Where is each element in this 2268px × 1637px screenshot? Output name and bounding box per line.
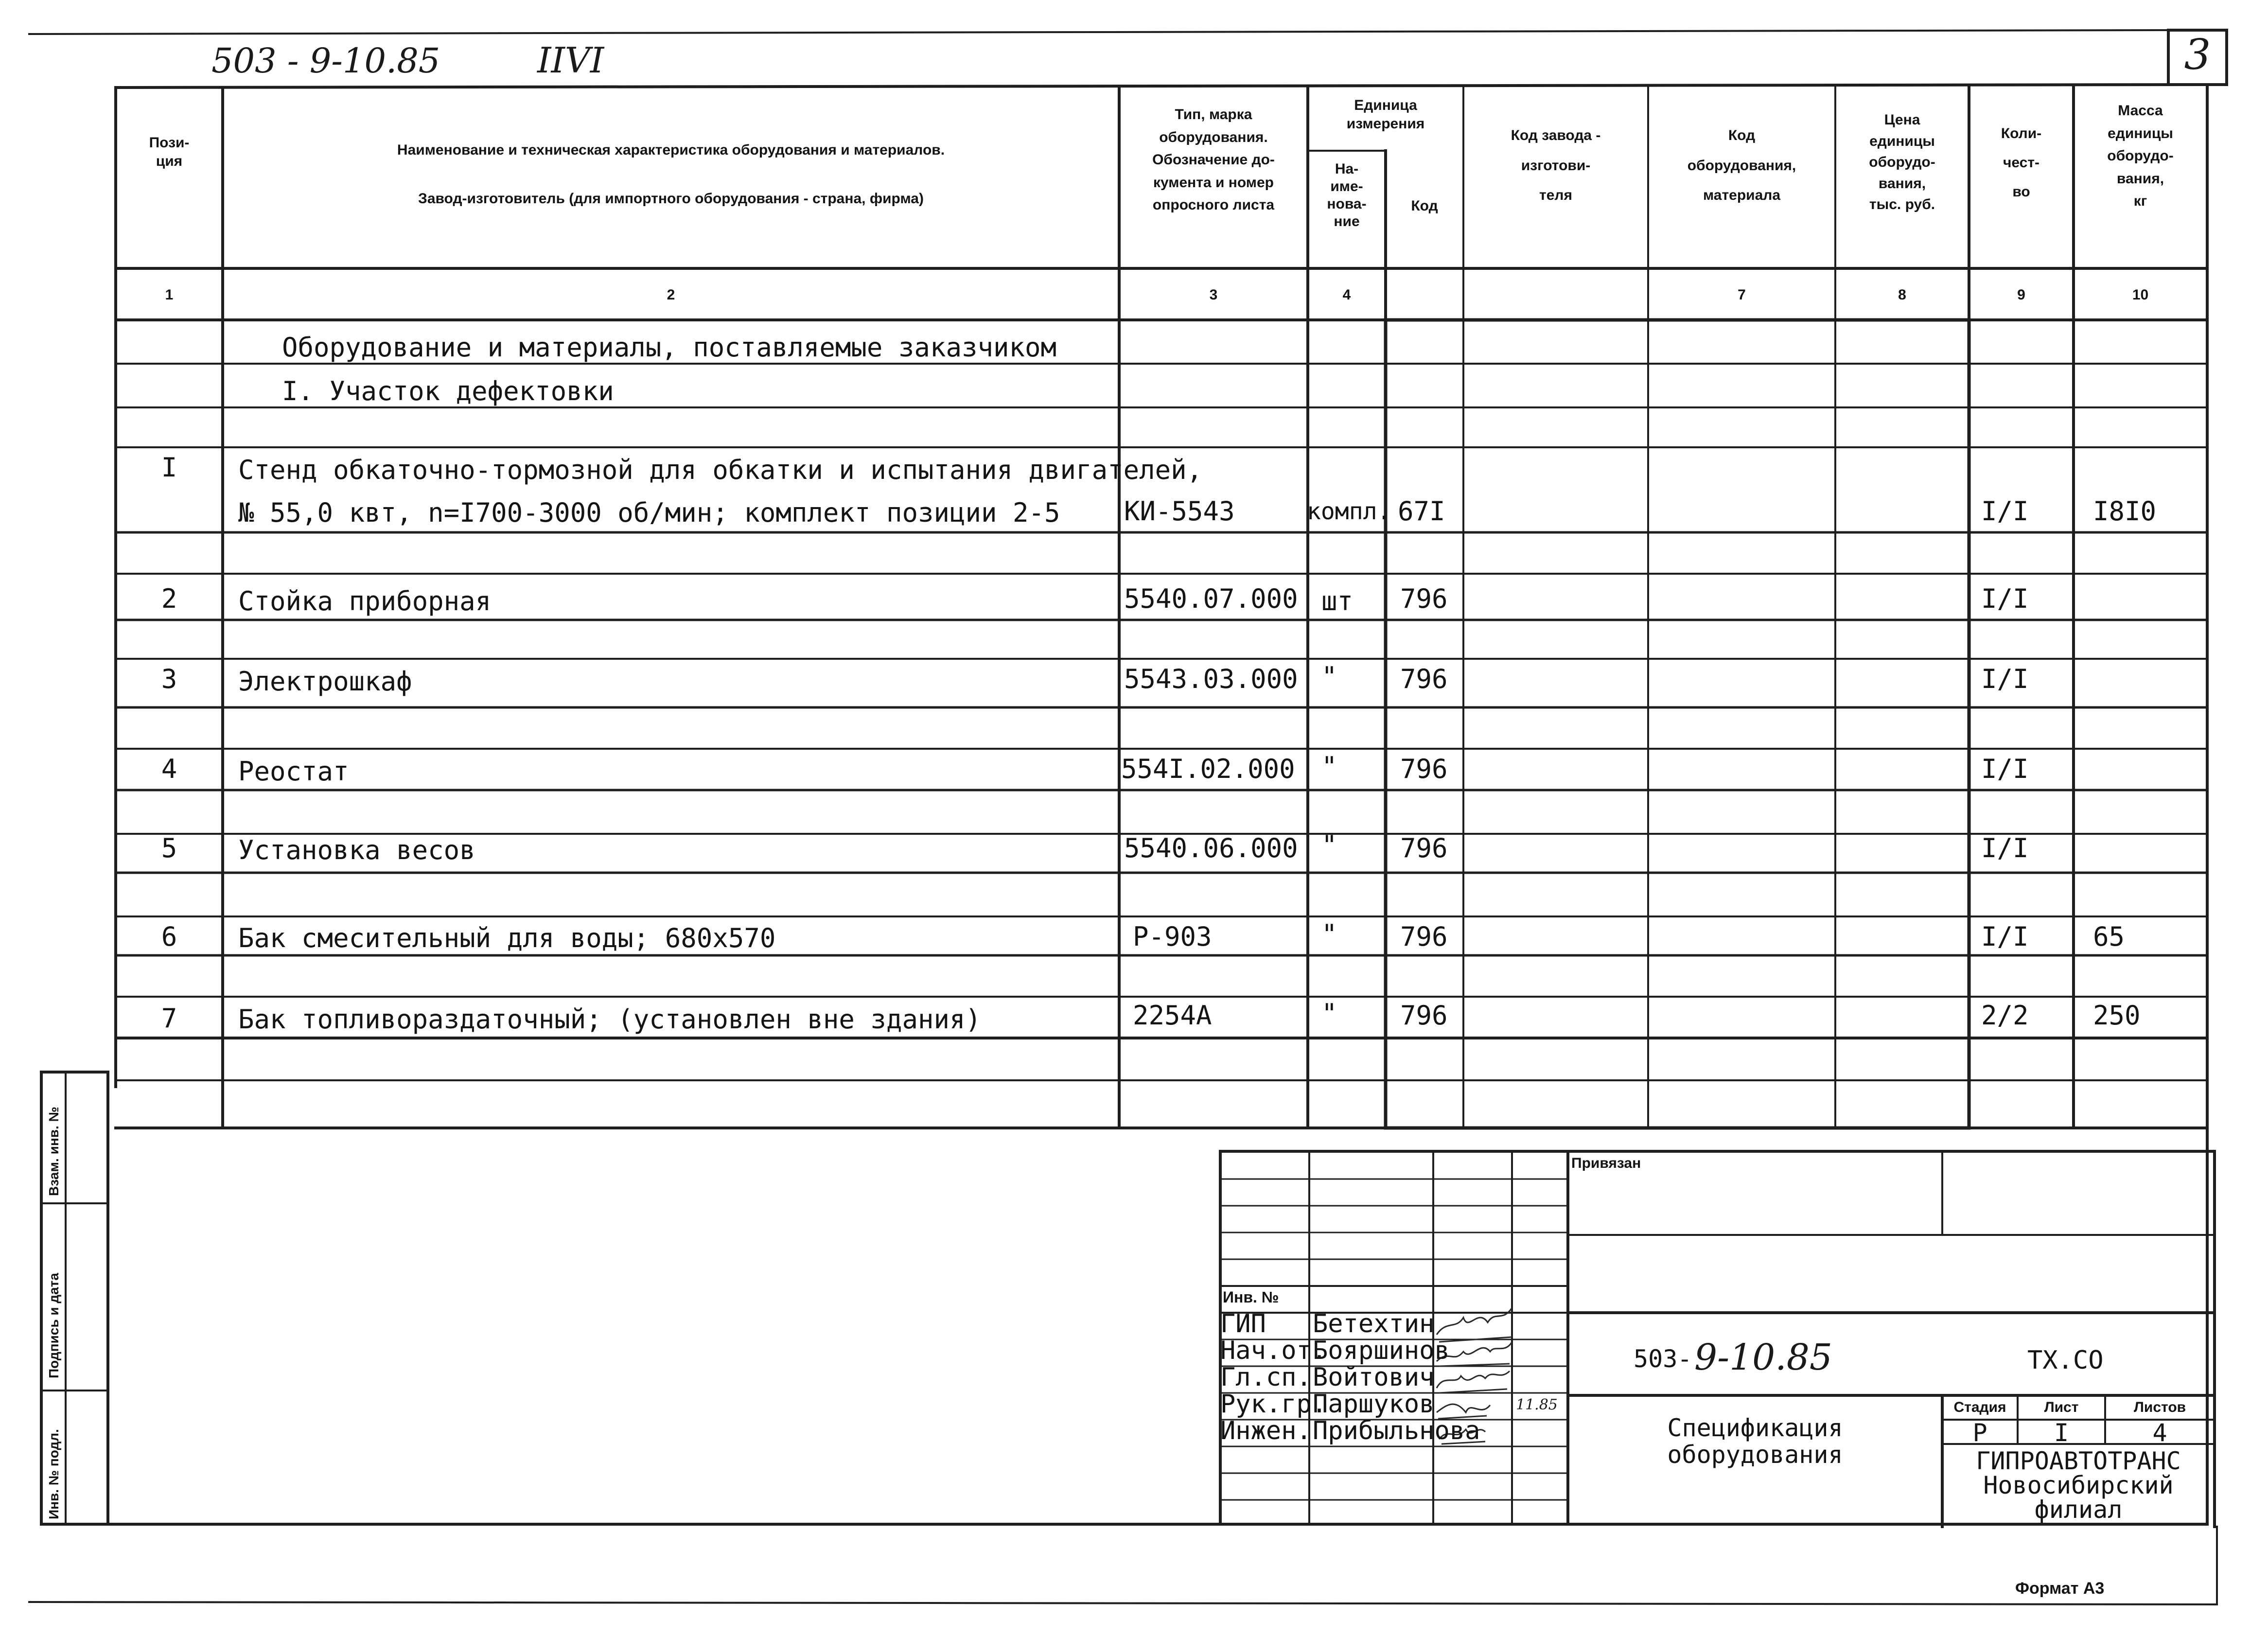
row-quantity: I/I bbox=[1981, 583, 2029, 614]
mark-handwritten: IIVI bbox=[537, 40, 604, 81]
header-unit-group: Единица измерения bbox=[1346, 97, 1425, 132]
row-code: 796 bbox=[1400, 664, 1448, 694]
sheet-number-handwritten: 3 bbox=[2184, 31, 2211, 79]
row-type: 5540.06.000 bbox=[1124, 833, 1298, 863]
left-strip-podpis-data: Подпись и дата bbox=[46, 1273, 61, 1378]
row-quantity: 2/2 bbox=[1981, 1000, 2029, 1031]
row-quantity: I/I bbox=[1981, 754, 2029, 784]
row-type: 5540.07.000 bbox=[1124, 583, 1298, 614]
header-type: Тип, марка оборудования. Обозначение до- кумента и номер опросного листа bbox=[1152, 106, 1275, 213]
row-code: 796 bbox=[1400, 583, 1448, 614]
header-name-line1: Наименование и техническая характеристика оборудования и материалов. bbox=[397, 142, 945, 158]
header-name-line2: Завод-изготовитель (для импортного оборудования - страна, фирма) bbox=[418, 191, 924, 207]
header-unit-mass: Масса единицы оборудо- вания, кг bbox=[2107, 103, 2174, 209]
role-inzhen: Инжен. bbox=[1220, 1416, 1312, 1445]
row-name: Установка весов bbox=[238, 835, 475, 865]
row-position: I bbox=[161, 452, 177, 483]
row-unit: " bbox=[1321, 751, 1337, 782]
row-name: № 55,0 квт, n=I700-3000 об/мин; комплект позиции 2-5 bbox=[238, 497, 1060, 528]
row-code: 796 bbox=[1400, 754, 1448, 784]
section-subtitle: I. Участок дефектовки bbox=[282, 376, 614, 406]
section-title: Оборудование и материалы, поставляемые заказчиком bbox=[282, 332, 1057, 363]
row-quantity: I/I bbox=[1981, 664, 2029, 694]
row-name: Бак смесительный для воды; 680x570 bbox=[238, 923, 776, 953]
row-quantity: I/I bbox=[1981, 496, 2029, 527]
row-quantity: I/I bbox=[1981, 833, 2029, 863]
format-label: Формат А3 bbox=[2015, 1579, 2105, 1598]
name-nach-ot: Бояршинов bbox=[1313, 1336, 1450, 1365]
doc-code-prefix: 503- bbox=[1634, 1345, 1692, 1373]
row-position: 3 bbox=[161, 664, 177, 694]
row-unit: " bbox=[1321, 998, 1337, 1029]
col-number-1: 1 bbox=[165, 287, 174, 303]
header-unit-price: Цена единицы оборудо- вания, тыс. руб. bbox=[1869, 112, 1935, 212]
row-mass: I8I0 bbox=[2093, 496, 2157, 527]
row-code: 796 bbox=[1400, 921, 1448, 952]
header-quantity: Коли- чест- во bbox=[2001, 125, 2042, 200]
role-gl-sp: Гл.сп. bbox=[1220, 1363, 1312, 1392]
left-strip-inv-podl: Инв. № подл. bbox=[46, 1429, 61, 1519]
row-position: 2 bbox=[161, 583, 177, 614]
sign-date: 11.85 bbox=[1516, 1396, 1558, 1413]
role-nach-ot: Нач.от. bbox=[1220, 1336, 1327, 1365]
row-mass: 65 bbox=[2093, 921, 2125, 952]
col-number-7: 7 bbox=[1738, 287, 1746, 303]
doc-title: Спецификация оборудования bbox=[1667, 1414, 1843, 1469]
header-equipment-code: Код оборудования, материала bbox=[1687, 127, 1796, 203]
row-code: 796 bbox=[1400, 1000, 1448, 1031]
row-position: 4 bbox=[161, 754, 177, 784]
col-number-3: 3 bbox=[1209, 287, 1218, 303]
name-inzhen: Прибыльнова bbox=[1313, 1416, 1480, 1445]
stage-value: Р bbox=[1972, 1419, 1987, 1447]
inv-no-label: Инв. № bbox=[1223, 1288, 1279, 1306]
row-position: 7 bbox=[161, 1003, 177, 1034]
row-code: 796 bbox=[1400, 833, 1448, 863]
name-gl-sp: Войтович bbox=[1313, 1363, 1435, 1392]
row-unit: компл. bbox=[1307, 498, 1391, 525]
col-number-4: 4 bbox=[1342, 287, 1351, 303]
organization: ГИПРОАВТОТРАНС Новосибирский филиал bbox=[1976, 1447, 2181, 1524]
row-unit: " bbox=[1321, 661, 1337, 692]
col-number-10: 10 bbox=[2132, 287, 2149, 303]
header-position: Пози- ция bbox=[149, 135, 190, 169]
header-unit-name: На- име- нова- ние bbox=[1327, 161, 1367, 229]
sheets-label: Листов bbox=[2133, 1399, 2186, 1415]
header-unit-code: Код bbox=[1411, 198, 1438, 214]
row-name: Электрошкаф bbox=[238, 666, 412, 697]
col-number-2: 2 bbox=[667, 287, 675, 303]
row-quantity: I/I bbox=[1981, 921, 2029, 952]
name-ruk-gr: Паршуков bbox=[1313, 1390, 1435, 1419]
header-factory-code: Код завода - изготови- теля bbox=[1511, 127, 1601, 203]
row-type: 5543.03.000 bbox=[1124, 664, 1298, 694]
row-type: 554I.02.000 bbox=[1121, 754, 1295, 784]
left-strip-vzam-inv: Взам. инв. № bbox=[46, 1107, 61, 1196]
name-gip: Бетехтин bbox=[1313, 1309, 1435, 1338]
row-position: 5 bbox=[161, 833, 177, 863]
stage-label: Стадия bbox=[1953, 1399, 2006, 1415]
row-name: Бак топливораздаточный; (установлен вне здания) bbox=[238, 1004, 982, 1035]
col-number-8: 8 bbox=[1898, 287, 1906, 303]
sheets-value: 4 bbox=[2152, 1419, 2167, 1447]
row-type: КИ-5543 bbox=[1124, 496, 1235, 527]
role-ruk-gr: Рук.гр. bbox=[1220, 1390, 1327, 1419]
row-type: Р-903 bbox=[1133, 921, 1212, 952]
row-name: Стенд обкаточно-тормозной для обкатки и испытания двигателей, bbox=[238, 455, 1203, 485]
row-mass: 250 bbox=[2093, 1000, 2141, 1031]
row-unit: " bbox=[1321, 919, 1337, 950]
doc-mark: ТХ.СО bbox=[2027, 1346, 2104, 1375]
row-position: 6 bbox=[161, 921, 177, 952]
row-name: Стойка приборная bbox=[238, 586, 492, 616]
row-code: 67I bbox=[1398, 496, 1445, 527]
doc-number-handwritten: 503 - 9-10.85 bbox=[211, 41, 440, 81]
role-gip: ГИП bbox=[1220, 1309, 1266, 1338]
sheet-value: I bbox=[2054, 1419, 2069, 1447]
privyazan-label: Привязан bbox=[1571, 1155, 1641, 1171]
sheet-label: Лист bbox=[2044, 1399, 2079, 1415]
row-type: 2254А bbox=[1133, 1000, 1212, 1031]
row-unit: шт bbox=[1321, 586, 1354, 616]
row-name: Реостат bbox=[238, 756, 349, 787]
col-number-9: 9 bbox=[2017, 287, 2025, 303]
doc-code-handwritten: 9-10.85 bbox=[1694, 1337, 1832, 1378]
row-unit: " bbox=[1321, 830, 1337, 861]
